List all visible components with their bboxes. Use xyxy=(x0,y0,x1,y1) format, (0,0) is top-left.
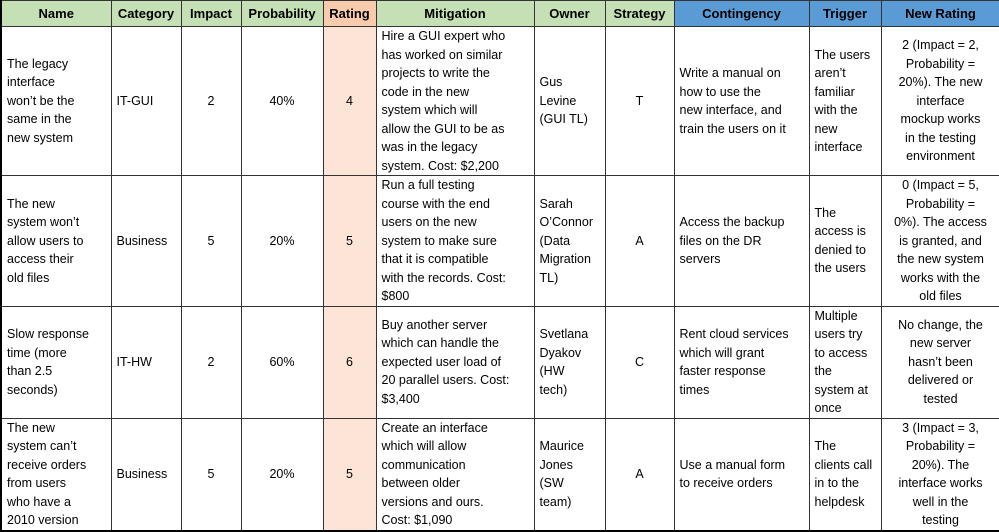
cell-rating: 5 xyxy=(323,418,376,531)
cell-owner: Gus Levine (GUI TL) xyxy=(534,27,605,176)
cell-owner: Svetlana Dyakov (HW tech) xyxy=(534,306,605,418)
cell-name: The legacy interface won’t be the same in the new system xyxy=(1,27,111,176)
table-row xyxy=(1,27,999,176)
cell-category: IT-HW xyxy=(111,306,181,418)
cell-name: Slow response time (more than 2.5 seconds) xyxy=(1,306,111,418)
cell-new-rating: 0 (Impact = 5, Probability = 0%). The access is granted, and the new system works with the old files xyxy=(881,176,999,307)
cell-probability: 20% xyxy=(241,176,323,307)
header-owner: Owner xyxy=(534,1,605,27)
cell-trigger: Multiple users try to access the system at once xyxy=(809,306,881,418)
cell-name: The new system can’t receive orders from users who have a 2010 version xyxy=(1,418,111,531)
table-row xyxy=(1,418,999,531)
cell-strategy: T xyxy=(605,27,674,176)
cell-strategy: C xyxy=(605,306,674,418)
table-row xyxy=(1,306,999,418)
header-new-rating: New Rating xyxy=(881,1,999,27)
header-strategy: Strategy xyxy=(605,1,674,27)
cell-mitigation: Hire a GUI expert who has worked on similar projects to write the code in the new system which will allow the GUI to be as was in the legacy system. Cost: $2,200 xyxy=(376,27,534,176)
cell-impact: 2 xyxy=(181,306,241,418)
table-row xyxy=(1,176,999,307)
cell-impact: 2 xyxy=(181,27,241,176)
cell-rating: 6 xyxy=(323,306,376,418)
cell-category: IT-GUI xyxy=(111,27,181,176)
cell-new-rating: 3 (Impact = 3, Probability = 20%). The interface works well in the testing xyxy=(881,418,999,531)
cell-owner: Maurice Jones (SW team) xyxy=(534,418,605,531)
cell-mitigation: Run a full testing course with the end users on the new system to make sure that it is compatible with the records. Cost: $800 xyxy=(376,176,534,307)
cell-name: The new system won’t allow users to access their old files xyxy=(1,176,111,307)
cell-contingency: Use a manual form to receive orders xyxy=(674,418,809,531)
cell-contingency: Access the backup files on the DR servers xyxy=(674,176,809,307)
cell-mitigation: Create an interface which will allow communication between older versions and ours. Cost: $1,090 xyxy=(376,418,534,531)
cell-impact: 5 xyxy=(181,418,241,531)
cell-new-rating: 2 (Impact = 2, Probability = 20%). The new interface mockup works in the testing environment xyxy=(881,27,999,176)
header-name: Name xyxy=(1,1,111,27)
cell-contingency: Write a manual on how to use the new interface, and train the users on it xyxy=(674,27,809,176)
cell-trigger: The access is denied to the users xyxy=(809,176,881,307)
cell-mitigation: Buy another server which can handle the expected user load of 20 parallel users. Cost: $3,400 xyxy=(376,306,534,418)
header-contingency: Contingency xyxy=(674,1,809,27)
header-row xyxy=(1,1,999,27)
header-probability: Probability xyxy=(241,1,323,27)
cell-probability: 20% xyxy=(241,418,323,531)
header-rating: Rating xyxy=(323,1,376,27)
header-mitigation: Mitigation xyxy=(376,1,534,27)
cell-trigger: The clients call in to the helpdesk xyxy=(809,418,881,531)
cell-strategy: A xyxy=(605,418,674,531)
cell-contingency: Rent cloud services which will grant faster response times xyxy=(674,306,809,418)
cell-trigger: The users aren’t familiar with the new interface xyxy=(809,27,881,176)
cell-new-rating: No change, the new server hasn’t been delivered or tested xyxy=(881,306,999,418)
cell-owner: Sarah O’Connor (Data Migration TL) xyxy=(534,176,605,307)
header-trigger: Trigger xyxy=(809,1,881,27)
cell-probability: 60% xyxy=(241,306,323,418)
cell-rating: 4 xyxy=(323,27,376,176)
header-category: Category xyxy=(111,1,181,27)
cell-category: Business xyxy=(111,418,181,531)
cell-strategy: A xyxy=(605,176,674,307)
cell-rating: 5 xyxy=(323,176,376,307)
cell-probability: 40% xyxy=(241,27,323,176)
cell-category: Business xyxy=(111,176,181,307)
header-impact: Impact xyxy=(181,1,241,27)
cell-impact: 5 xyxy=(181,176,241,307)
